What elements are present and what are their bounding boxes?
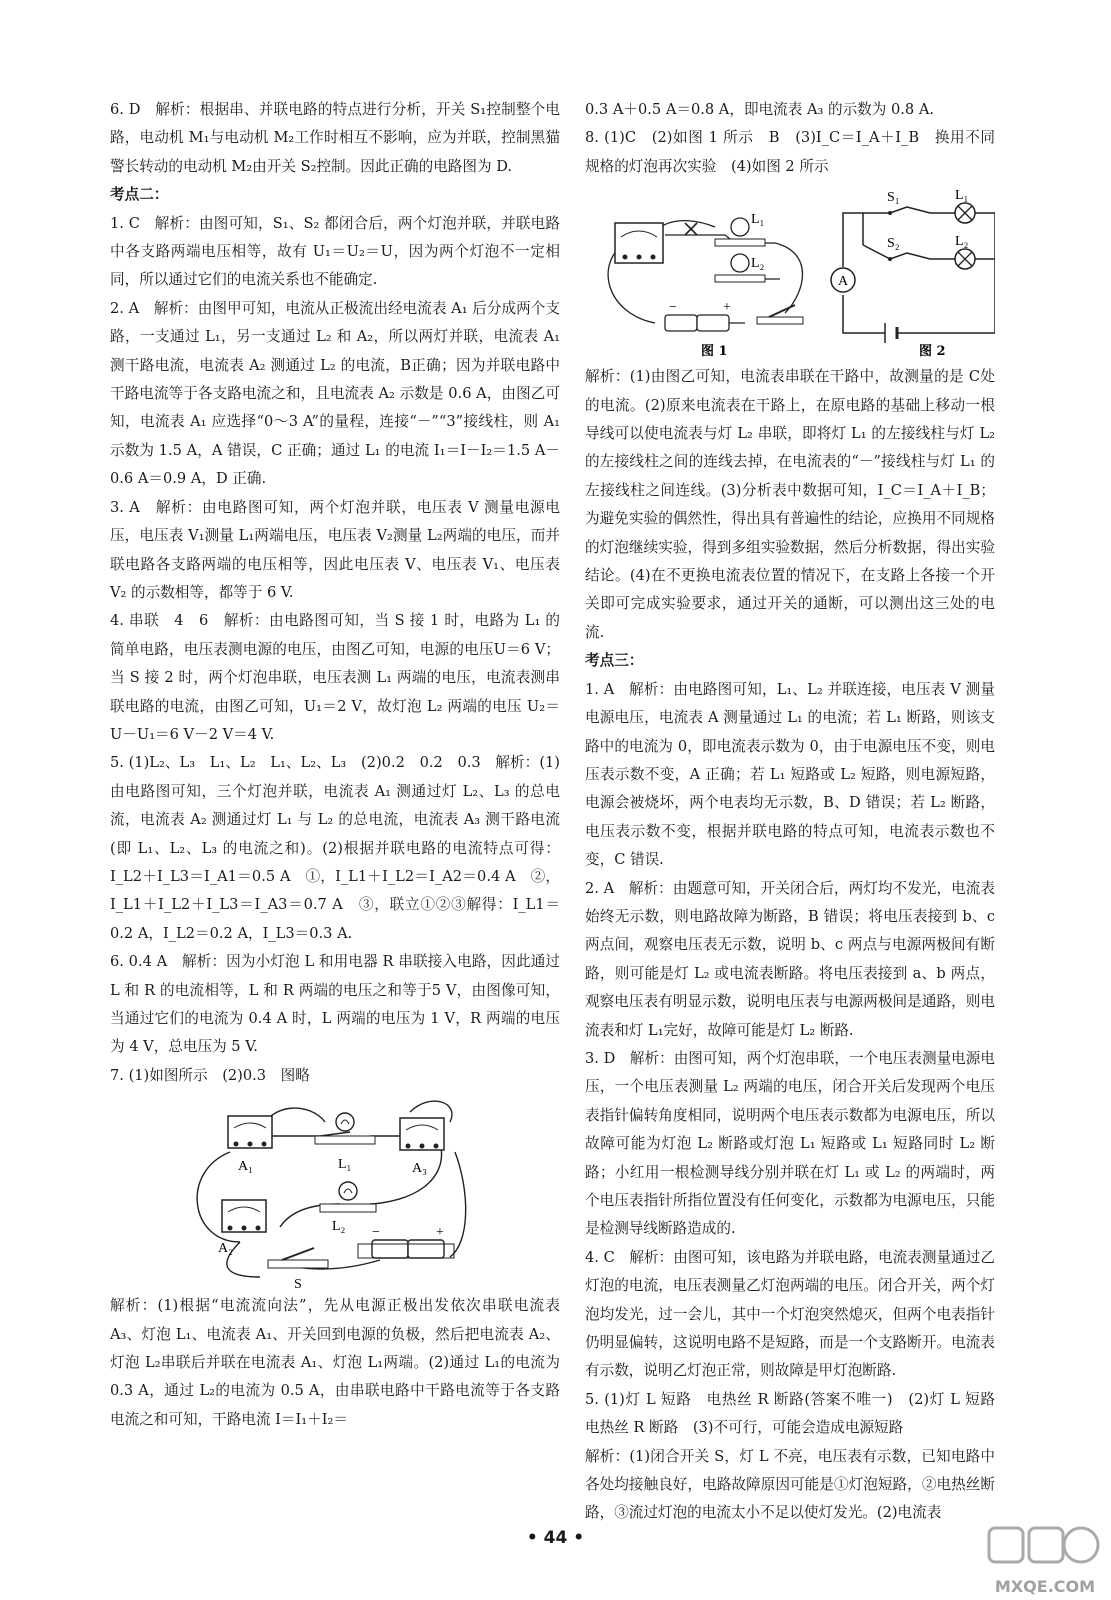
answer-2-3: 3. A 解析：由电路图可知，两个灯泡并联，电压表 V 测量电源电压，电压表 V₁测量 L₁两端电压，电压表 V₂测量 L₂两端的电压，而并联电路各支路两端的电压相等，因此电压表 V、电压表 V₁、电压表 V₂ 的示数相等，都等于 6 V. xyxy=(110,498,560,601)
fig1-label-minus: − xyxy=(669,300,677,316)
figure-7-circuit xyxy=(110,1092,560,1288)
switch-icon xyxy=(757,305,803,324)
right-column xyxy=(585,96,1010,1528)
answer-2-7-continued: 0.3 A＋0.5 A＝0.8 A，即电流表 A₃ 的示数为 0.8 A. xyxy=(585,101,935,118)
fig2-label-l1: L₁ xyxy=(955,188,969,204)
section-3-heading: 考点三： xyxy=(585,652,644,670)
answer-2-4: 4. 串联 4 6 解析：由电路图可知，当 S 接 1 时，电路为 L₁ 的简单电路，电压表测电源的电压，由图乙可知，电源的电压U＝6 V；当 S 接 2 时，两个灯泡串联，电压表测 L₁ 两端的电压，电流表测串联电路的电流，由图乙可知，U₁＝2 V，故灯泡 L₂ 两端的电压 U₂＝U－U₁＝6 V－2 V＝4 V. xyxy=(110,612,560,743)
answer-3-1: 1. A 解析：由电路图可知，L₁、L₂ 并联连接，电压表 V 测量电源电压，电流表 A 测量通过 L₁ 的电流；若 L₁ 断路，则该支路中的电流为 0，即电流表示数为 0，由于电源电压不变，则电压表示数不变，A 正确；若 L₁ 短路或 L₂ 短路，则电源短路，电源会被烧坏，两个电表均无示数，B、D 错误；若 L₂ 断路，电压表示数不变，根据并联电路的特点可知，电流表示数也不变，C 错误. xyxy=(585,680,995,869)
label-a3: A₃ xyxy=(412,1161,427,1177)
fig2-label-l2: L₂ xyxy=(955,234,969,250)
label-l2: L₂ xyxy=(332,1219,346,1235)
battery-icon xyxy=(665,315,729,331)
fig1-label-plus: + xyxy=(723,300,731,316)
ammeter-a3-icon xyxy=(400,1118,444,1150)
label-plus: + xyxy=(436,1225,444,1241)
answer-6d: 6. D 解析：根据串、并联电路的特点进行分析，开关 S₁控制整个电路，电动机 M₁与电动机 M₂工作时相互不影响，应为并联，控制黑猫警长转动的电动机 M₂由开关 S₂控制。因此正确的电路图为 D. xyxy=(110,101,560,175)
fig2-label-s1: S₁ xyxy=(887,190,900,206)
section-2-heading: 考点二： xyxy=(110,186,169,204)
lamp-l1-symbol-icon xyxy=(955,203,975,223)
ammeter-a1-icon xyxy=(228,1116,272,1148)
answer-2-8: 8. (1)C (2)如图 1 所示 B (3)I_C＝I_A＋I_B 换用不同规格的灯泡再次实验 (4)如图 2 所示 xyxy=(585,129,995,175)
figure-2-caption: 图 2 xyxy=(919,344,946,360)
figure-1-circuit xyxy=(608,212,803,359)
fig1-label-l1: L₁ xyxy=(751,212,765,228)
fig2-label-s2: S₂ xyxy=(887,236,900,252)
ammeter-a2-icon xyxy=(222,1200,266,1232)
answer-2-7-analysis: 解析：(1)根据“电流流向法”，先从电源正极出发依次串联电流表 A₃、灯泡 L₁、电流表 A₁、开关回到电源的负极，然后把电流表 A₂、灯泡 L₂串联后并联在电流表 A₁、灯泡 L₁两端。(2)通过 L₁的电流为 0.3 A，通过 L₂的电流为 0.5 A，由串联电路中干路电流等于各支路电流之和可知，干路电流 I＝I₁＋I₂＝ xyxy=(110,1297,560,1428)
answer-2-7: 7. (1)如图所示 (2)0.3 图略 xyxy=(110,1066,310,1084)
answer-2-5: 5. (1)L₂、L₃ L₁、L₂ L₁、L₂、L₃ (2)0.2 0.2 0.3 解析：(1)由电路图可知，三个灯泡并联，电流表 A₁ 测通过灯 L₂、L₃ 的总电流，电流表 A₂ 测通过灯 L₁ 与 L₂ 的总电流，电流表 A₃ 测干路电流(即 L₁、L₂、L₃ 的电流之和)。(2)根据并联电路的电流特点可得：I_L2＋I_L3＝I_A1＝0.5 A ①，I_L1＋I_L2＝I_A2＝0.4 A ②，I_L1＋I_L2＋I_L3＝I_A3＝0.7 A ③，联立①②③解得：I_L1＝0.2 A，I_L2＝0.2 A，I_L3＝0.3 A. xyxy=(110,754,560,942)
ammeter-symbol-icon xyxy=(831,268,855,292)
label-s: S xyxy=(294,1277,302,1289)
ammeter-icon xyxy=(615,223,663,263)
answer-2-1: 1. C 解析：由图可知，S₁、S₂ 都闭合后，两个灯泡并联，并联电路中各支路两端电压相等，故有 U₁＝U₂＝U，因为两个灯泡不一定相同，所以通过它们的电流关系也不能确定. xyxy=(110,214,560,289)
fig1-label-l2: L₂ xyxy=(751,256,765,272)
figure-2-schematic xyxy=(831,188,995,359)
switch-s-icon xyxy=(268,1248,328,1268)
figures-8 xyxy=(585,183,995,359)
battery-icon xyxy=(358,1240,454,1258)
figure-8-diagrams xyxy=(585,183,995,359)
lamp-l1-icon xyxy=(315,1113,375,1144)
answer-3-5: 5. (1)灯 L 短路 电热丝 R 断路(答案不唯一) (2)灯 L 短路 电热丝 R 断路 (3)不可行，可能会造成电源短路 xyxy=(585,1390,1010,1437)
watermark-logo xyxy=(985,1522,1105,1596)
ammeter-symbol-label: A xyxy=(838,274,849,290)
page-number: • 44 • xyxy=(526,1528,585,1548)
answer-3-2: 2. A 解析：由题意可知，开关闭合后，两灯均不发光，电流表始终无示数，则电路故障为断路，B 错误；将电压表接到 b、c 两点间，观察电压表无示数，说明 b、c 两点与电源两极间有断路，则可能是灯 L₂ 或电流表断路。将电压表接到 a、b 两点，观察电压表有明显示数，说明电压表与电源两极间是通路，则电流表和灯 L₁完好，故障可能是灯 L₂ 断路. xyxy=(585,879,995,1039)
lamp-l2-icon xyxy=(320,1182,376,1212)
figure-7-circuit-diagram xyxy=(110,1092,560,1288)
answer-3-3: 3. D 解析：由图可知，两个灯泡串联，一个电压表测量电源电压，一个电压表测量 L₂ 两端的电压，闭合开关后发现两个电压表指针偏转角度相同，说明两个电压表示数都为电源电压，所以故障可能为灯泡 L₂ 断路或灯泡 L₁ 短路或 L₁ 短路同时 L₂ 断路；小红用一根检测导线分别并联在灯 L₁ 或 L₂ 的两端时，两个电压表指针所指位置没有任何变化，示数都为电源电压，只能是检测导线断路造成的. xyxy=(585,1049,995,1238)
answer-2-2: 2. A 解析：由图甲可知，电流从正极流出经电流表 A₁ 后分成两个支路，一支通过 L₁，另一支通过 L₂ 和 A₂，所以两灯并联，电流表 A₁ 测干路电流，电流表 A₂ 测通过 L₂ 的电流，B正确；因为并联电路中干路电流等于各支路电流之和，且电流表 A₂ 示数是 0.6 A，由图乙可知，电流表 A₁ 应选择“0～3 A”的量程，连接“－”“3”接线柱，则 A₁ 示数为 1.5 A，A 错误，C 正确；通过 L₁ 的电流 I₁＝I－I₂＝1.5 A－0.6 A＝0.9 A，D 正确. xyxy=(110,299,560,488)
watermark-seal-icon xyxy=(985,1522,1105,1574)
answer-2-8-analysis: 解析：(1)由图乙可知，电流表串联在干路中，故测量的是 C处的电流。(2)原来电流表在干路上，在原电路的基础上移动一根导线可以使电流表与灯 L₂ 串联，即将灯 L₁ 的左接线柱与灯 L₂的左接线柱之间的连线去掉，在电流表的“－”接线柱与灯 L₁ 的左接线柱之间连线。(3)分析表中数据可知，I_C＝I_A＋I_B；为避免实验的偶然性，得出具有普遍性的结论，应换用不同规格的灯泡继续实验，得到多组实验数据，然后分析数据，得出实验结论。(4)在不更换电流表位置的情况下，在支路上各接一个开关即可完成实验要求，通过开关的通断，可以测出这三处的电流. xyxy=(585,368,995,641)
figure-1-caption: 图 1 xyxy=(701,344,728,360)
answer-2-6: 6. 0.4 A 解析：因为小灯泡 L 和用电器 R 串联接入电路，因此通过 L 和 R 的电流相等，L 和 R 两端的电压之和等于5 V，由图像可知，当通过它们的电流为 0.4 A 时，L 两端的电压为 1 V，R 两端的电压为 4 V，总电压为 5 V. xyxy=(110,953,560,1056)
label-l1: L₁ xyxy=(338,1157,352,1173)
label-a2: A₂ xyxy=(218,1241,233,1257)
answer-3-4: 4. C 解析：由图可知，该电路为并联电路，电流表测量通过乙灯泡的电流，电压表测量乙灯泡两端的电压。闭合开关，两个灯泡均发光，过一会儿，其中一个灯泡突然熄灭，但两个电表指针仍明显偏转，这说明电路不是短路，而是一个支路断开。电流表有示数，说明乙灯泡正常，则故障是甲灯泡断路. xyxy=(585,1248,995,1380)
label-minus: − xyxy=(372,1225,380,1241)
left-column xyxy=(110,96,560,1434)
label-a1: A₁ xyxy=(238,1159,253,1175)
answer-3-5-analysis: 解析：(1)闭合开关 S，灯 L 不亮，电压表有示数，已知电路中各处均接触良好，电路故障原因可能是①灯泡短路，②电热丝断路，③流过灯泡的电流太小不足以使灯发光。(2)电流表 xyxy=(585,1447,995,1522)
lamp-l2-symbol-icon xyxy=(955,249,975,269)
watermark-text: MXQE.COM xyxy=(994,1577,1096,1596)
